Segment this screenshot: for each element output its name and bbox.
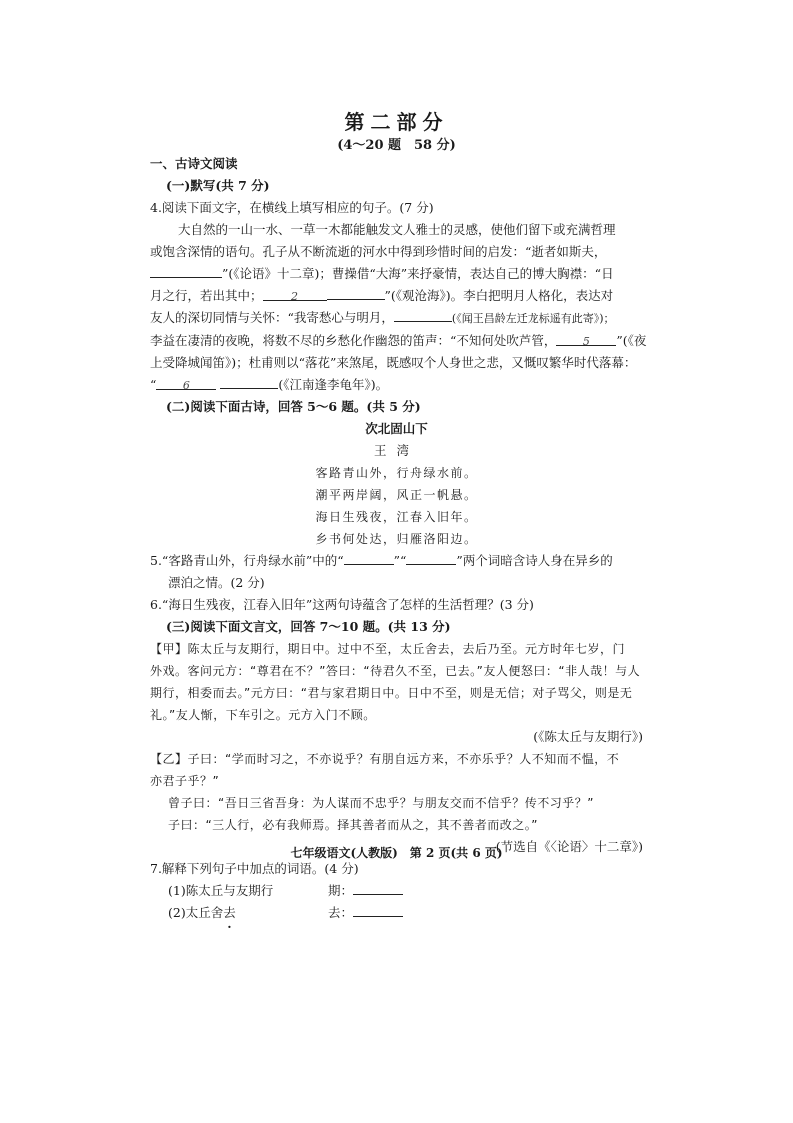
page-subtitle: (4～20 题 58 分) [337,138,456,153]
q4-text-line [150,285,643,307]
passage-yi-line: 子曰：“三人行，必有我师焉。择其善者而从之，其不善者而改之。” [168,818,538,832]
q4-text: “ [150,377,157,392]
answer-blank[interactable] [394,307,452,322]
q7-item-2 [150,902,643,924]
part-heading-2: (二)阅读下面古诗，回答 5～6 题。(共 5 分) [166,399,421,414]
q4-text: ”(《夜 [616,333,647,348]
answer-blank[interactable] [263,286,327,301]
passage-jia-line: 期行，相委而去。”元方曰：“君与家君期日中。日中不至，则是无信；对子骂父，则是无 [150,686,633,700]
q4-text: (《江南逢李龟年》)。 [278,377,389,392]
dotted-word: 去 [223,905,236,920]
passage-jia-source: (《陈太丘与友期行》) [533,729,643,744]
blank-number: 2 [291,290,299,303]
q4-text: 友人的深切同情与关怀：“我寄愁心与明月， [150,310,394,325]
answer-blank[interactable] [556,331,616,346]
answer-blank[interactable] [156,375,216,390]
poem-line: 海日生残夜，江春入旧年。 [315,510,478,524]
question-5 [150,550,643,572]
passage-jia-line: 礼。”友人惭，下车引之。元方入门不顾。 [150,708,376,722]
q7-item-text: (2)太丘舍 [168,905,224,920]
q4-text: ”(《论语》十二章)；曹操借“大海”来抒豪情，表达自己的博大胸襟：“日 [222,266,614,281]
q4-text-line [150,330,647,352]
blank-number: 6 [182,379,190,392]
part-heading-1: (一)默写(共 7 分) [166,178,270,193]
q4-text: 月之行，若出其中； [150,288,263,303]
answer-blank[interactable] [220,374,278,389]
answer-blank[interactable] [327,285,385,300]
q7-word: 期： [328,883,354,898]
q4-text: (《闻王昌龄左迁龙标遥有此寄》)； [451,312,615,325]
answer-blank[interactable] [344,550,394,565]
passage-yi-line: 曾子曰：“吾日三省吾身：为人谋而不忠乎？与朋友交而不信乎？传不习乎？” [168,796,594,810]
section-heading: 一、古诗文阅读 [150,156,238,171]
answer-blank[interactable] [150,263,222,278]
passage-jia-line: 外戏。客问元方：“尊君在不？”答曰：“待君久不至，已去。”友人便怒曰：“非人哉！与人 [150,664,641,678]
passage-yi-line: 亦君子乎？” [150,774,220,788]
q7-item-text: (1)陈太丘与友期行 [168,883,274,898]
q4-text-line [150,263,643,285]
q4-text-line: 大自然的一山一水、一草一木都能触发文人雅士的灵感，使他们留下或充满哲理 [178,222,616,237]
question-6: 6.“海日生残夜，江春入旧年”这两句诗蕴含了怎样的生活哲理？(3 分) [150,597,534,612]
exam-body [150,153,647,924]
poem-line: 潮平两岸阔，风正一帆悬。 [315,488,478,502]
passage-yi-source: (节选自《〈论语〉十二章》) [495,839,643,854]
answer-blank[interactable] [353,880,403,895]
poem-title: 次北固山下 [365,421,428,436]
q4-text-line [150,374,643,396]
page-footer: 七年级语文(人教版) 第 2 页(共 6 页) [290,846,503,860]
passage-jia-line: 【甲】陈太丘与友期行，期日中。过中不至，太丘舍去，去后乃至。元方时年七岁，门 [150,642,626,656]
answer-blank[interactable] [406,550,456,565]
q7-word: 去： [328,905,354,920]
q4-text: 李益在凄清的夜晚，将数不尽的乡愁化作幽怨的笛声：“不知何处吹芦管， [150,333,557,348]
q5-text: ”两个词暗含诗人身在异乡的 [456,553,613,568]
poem-author: 王湾 [373,443,419,458]
poem-line: 乡书何处达，归雁洛阳边。 [315,532,478,546]
poem-line: 客路青山外，行舟绿水前。 [315,466,478,480]
q5-text: 5.“客路青山外，行舟绿水前”中的“ [150,553,344,568]
q4-text: ”(《观沧海》)。李白把明月人格化，表达对 [384,288,614,303]
q4-text-line: 或饱含深情的语句。孔子从不断流逝的河水中得到珍惜时间的启发：“逝者如斯夫， [150,244,607,259]
question-4-stem: 4.阅读下面文字，在横线上填写相应的句子。(7 分) [150,200,434,215]
part-heading-3: (三)阅读下面文言文，回答 7～10 题。(共 13 分) [166,619,451,634]
q5-text: ”“ [393,553,407,568]
blank-number: 5 [582,335,590,348]
question-7-stem: 7.解释下列句子中加点的词语。(4 分) [150,861,359,876]
q4-text-line [150,307,643,330]
q7-item-1 [150,880,643,902]
q4-text-line: 上受降城闻笛》)；杜甫则以“落花”来煞尾，既感叹个人身世之悲，又慨叹繁华时代落幕： [150,355,637,370]
passage-yi-line: 【乙】子曰：“学而时习之，不亦说乎？有朋自远方来，不亦乐乎？人不知而不愠，不 [150,752,620,766]
page-title: 第二部分 [344,110,449,134]
answer-blank[interactable] [353,902,403,917]
q5-text-line: 漂泊之情。(2 分) [168,575,265,590]
